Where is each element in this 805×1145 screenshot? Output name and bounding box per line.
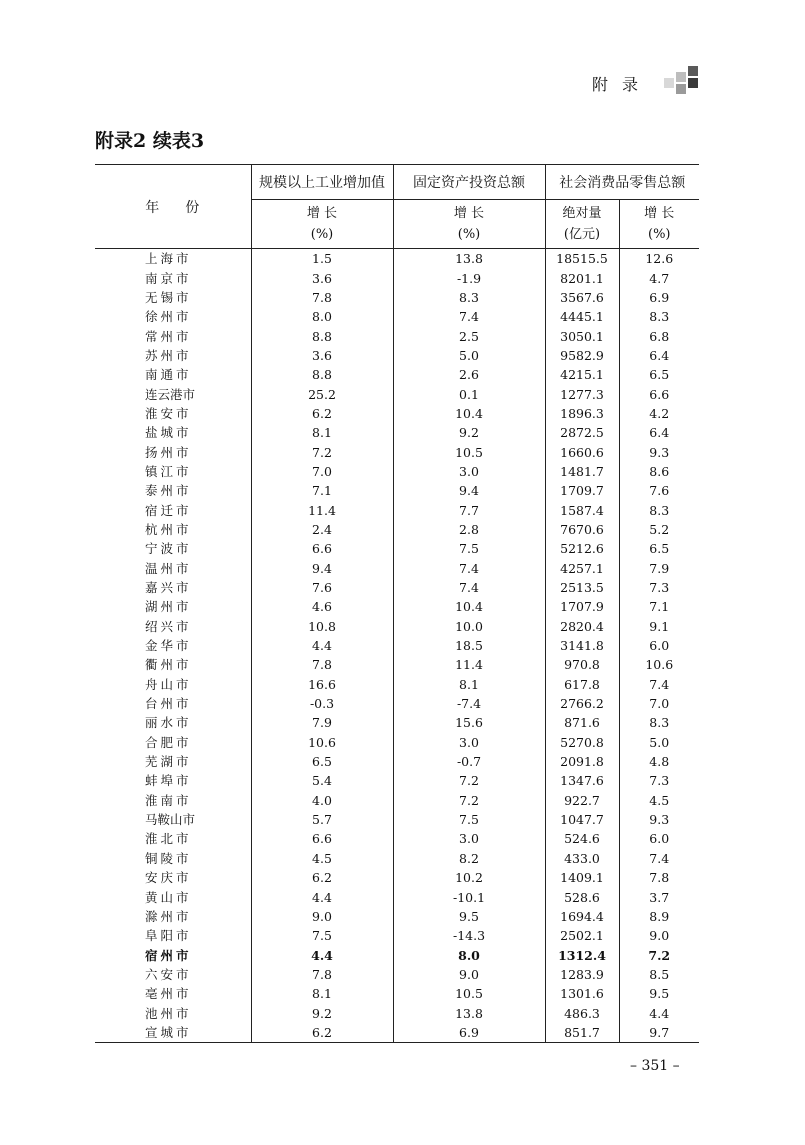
investment-growth-cell: 6.9 — [393, 1023, 545, 1043]
retail-absolute-cell: 1283.9 — [545, 965, 619, 984]
city-cell: 无锡市 — [145, 289, 192, 305]
retail-growth-cell: 8.3 — [619, 307, 699, 326]
city-cell: 阜阳市 — [145, 928, 192, 944]
table-row — [95, 829, 699, 848]
table-row — [95, 733, 699, 752]
retail-absolute-cell: 1587.4 — [545, 500, 619, 519]
city-cell: 宁波市 — [145, 541, 192, 557]
retail-growth-cell: 6.0 — [619, 636, 699, 655]
table-row — [95, 268, 699, 287]
investment-growth-cell: 8.1 — [393, 675, 545, 694]
retail-absolute-cell: 2091.8 — [545, 752, 619, 771]
table-body — [95, 249, 699, 1043]
industry-growth-cell: 16.6 — [251, 675, 393, 694]
investment-growth-cell: 7.2 — [393, 771, 545, 790]
city-cell: 盐城市 — [145, 425, 192, 441]
retail-absolute-cell: 3050.1 — [545, 326, 619, 345]
industry-growth-cell: 8.8 — [251, 365, 393, 384]
retail-absolute-cell: 4215.1 — [545, 365, 619, 384]
investment-growth-cell: 9.5 — [393, 907, 545, 926]
investment-growth-cell: 13.8 — [393, 1003, 545, 1022]
table-row — [95, 500, 699, 519]
city-cell: 舟山市 — [145, 676, 192, 692]
industry-growth-cell: 8.1 — [251, 984, 393, 1003]
city-cell: 连云港市 — [145, 386, 196, 402]
city-cell: 淮安市 — [145, 405, 192, 421]
city-cell: 淮南市 — [145, 792, 192, 808]
decorative-squares-icon — [688, 66, 698, 76]
retail-growth-cell: 8.9 — [619, 907, 699, 926]
table-row — [95, 597, 699, 616]
city-cell: 杭州市 — [145, 521, 192, 537]
running-header-label: 附录 — [591, 75, 652, 94]
industry-growth-cell: 4.4 — [251, 636, 393, 655]
table-row — [95, 249, 699, 269]
investment-growth-cell: -0.7 — [393, 752, 545, 771]
industry-growth-cell: 4.6 — [251, 597, 393, 616]
investment-growth-cell: 11.4 — [393, 655, 545, 674]
table-row — [95, 965, 699, 984]
industry-growth-cell: 6.6 — [251, 539, 393, 558]
retail-growth-cell: 4.7 — [619, 268, 699, 287]
table-row — [95, 1023, 699, 1043]
city-cell: 六安市 — [145, 966, 192, 982]
industry-growth-cell: 4.4 — [251, 945, 393, 964]
city-cell: 安庆市 — [145, 870, 192, 886]
industry-growth-cell: 9.2 — [251, 1003, 393, 1022]
table-row — [95, 307, 699, 326]
industry-growth-cell: 3.6 — [251, 346, 393, 365]
industry-growth-cell: 9.0 — [251, 907, 393, 926]
retail-growth-cell: 4.4 — [619, 1003, 699, 1022]
retail-growth-cell: 6.4 — [619, 423, 699, 442]
table-row — [95, 713, 699, 732]
retail-growth-cell: 7.4 — [619, 849, 699, 868]
city-cell: 滁州市 — [145, 908, 192, 924]
retail-absolute-cell: 2502.1 — [545, 926, 619, 945]
retail-absolute-cell: 524.6 — [545, 829, 619, 848]
table-row — [95, 559, 699, 578]
retail-absolute-cell: 486.3 — [545, 1003, 619, 1022]
investment-growth-cell: 9.0 — [393, 965, 545, 984]
retail-absolute-subheader: 绝对量 (亿元) — [545, 200, 619, 249]
city-cell: 淮北市 — [145, 831, 192, 847]
retail-growth-cell: 4.8 — [619, 752, 699, 771]
city-cell: 合肥市 — [145, 734, 192, 750]
table-row — [95, 520, 699, 539]
industry-growth-cell: 6.2 — [251, 404, 393, 423]
retail-absolute-cell: 617.8 — [545, 675, 619, 694]
retail-absolute-cell: 2872.5 — [545, 423, 619, 442]
industry-growth-cell: 7.9 — [251, 713, 393, 732]
retail-growth-cell: 6.8 — [619, 326, 699, 345]
industry-growth-cell: 7.5 — [251, 926, 393, 945]
retail-absolute-cell: 2766.2 — [545, 694, 619, 713]
city-cell: 衢州市 — [145, 657, 192, 673]
industry-growth-cell: 1.5 — [251, 249, 393, 269]
table-row — [95, 849, 699, 868]
retail-absolute-cell: 1409.1 — [545, 868, 619, 887]
industry-growth-cell: 6.2 — [251, 1023, 393, 1043]
city-cell: 泰州市 — [145, 483, 192, 499]
industry-growth-cell: 10.8 — [251, 617, 393, 636]
page-number: – 351 – — [630, 1058, 680, 1074]
table-row — [95, 694, 699, 713]
city-cell: 宿迁市 — [145, 502, 192, 518]
industry-growth-cell: 6.2 — [251, 868, 393, 887]
retail-growth-cell: 3.7 — [619, 887, 699, 906]
table-row — [95, 655, 699, 674]
retail-growth-cell: 7.8 — [619, 868, 699, 887]
decorative-squares-icon — [664, 78, 674, 88]
retail-absolute-cell: 4445.1 — [545, 307, 619, 326]
industry-growth-cell: 7.0 — [251, 462, 393, 481]
retail-absolute-cell: 1047.7 — [545, 810, 619, 829]
industry-growth-cell: 5.7 — [251, 810, 393, 829]
retail-absolute-cell: 9582.9 — [545, 346, 619, 365]
table-row — [95, 752, 699, 771]
industry-growth-cell: 10.6 — [251, 733, 393, 752]
investment-growth-cell: 5.0 — [393, 346, 545, 365]
retail-growth-cell: 6.0 — [619, 829, 699, 848]
investment-growth-cell: 15.6 — [393, 713, 545, 732]
industry-growth-cell: 8.0 — [251, 307, 393, 326]
industry-growth-cell: 7.2 — [251, 442, 393, 461]
investment-growth-cell: 3.0 — [393, 462, 545, 481]
table-row — [95, 617, 699, 636]
table-row — [95, 404, 699, 423]
table-row — [95, 365, 699, 384]
table-row — [95, 462, 699, 481]
investment-growth-cell: 10.2 — [393, 868, 545, 887]
city-cell: 黄山市 — [145, 889, 192, 905]
industry-growth-cell: 8.8 — [251, 326, 393, 345]
retail-absolute-cell: 1707.9 — [545, 597, 619, 616]
retail-growth-cell: 6.5 — [619, 539, 699, 558]
table-row — [95, 442, 699, 461]
investment-growth-subheader: 增 长 (%) — [393, 200, 545, 249]
industry-growth-subheader: 增 长 (%) — [251, 200, 393, 249]
table-row — [95, 423, 699, 442]
city-cell: 池州市 — [145, 1005, 192, 1021]
retail-growth-cell: 5.0 — [619, 733, 699, 752]
industry-growth-cell: -0.3 — [251, 694, 393, 713]
city-cell: 马鞍山市 — [145, 812, 196, 828]
investment-growth-cell: 18.5 — [393, 636, 545, 655]
investment-growth-cell: -7.4 — [393, 694, 545, 713]
city-cell: 嘉兴市 — [145, 580, 192, 596]
statistics-table — [95, 164, 699, 1043]
retail-absolute-cell: 8201.1 — [545, 268, 619, 287]
investment-growth-cell: 3.0 — [393, 829, 545, 848]
city-cell: 丽水市 — [145, 715, 192, 731]
investment-growth-cell: 0.1 — [393, 384, 545, 403]
table-row — [95, 771, 699, 790]
industry-growth-cell: 7.8 — [251, 655, 393, 674]
retail-absolute-cell: 1277.3 — [545, 384, 619, 403]
city-cell: 镇江市 — [145, 463, 192, 479]
investment-growth-cell: 10.0 — [393, 617, 545, 636]
retail-absolute-cell: 2820.4 — [545, 617, 619, 636]
retail-growth-cell: 8.3 — [619, 500, 699, 519]
retail-absolute-cell: 3567.6 — [545, 288, 619, 307]
investment-growth-cell: 13.8 — [393, 249, 545, 269]
table-row — [95, 887, 699, 906]
investment-growth-cell: 9.2 — [393, 423, 545, 442]
city-cell: 上海市 — [145, 251, 192, 267]
table-row — [95, 868, 699, 887]
investment-growth-cell: 7.2 — [393, 791, 545, 810]
table-row — [95, 791, 699, 810]
investment-growth-cell: 2.5 — [393, 326, 545, 345]
city-cell: 扬州市 — [145, 444, 192, 460]
retail-absolute-cell: 1896.3 — [545, 404, 619, 423]
retail-growth-cell: 5.2 — [619, 520, 699, 539]
city-cell: 湖州市 — [145, 599, 192, 615]
retail-absolute-cell: 4257.1 — [545, 559, 619, 578]
table-row — [95, 810, 699, 829]
table-row — [95, 578, 699, 597]
retail-growth-cell: 8.3 — [619, 713, 699, 732]
running-header — [560, 66, 710, 98]
table-row — [95, 539, 699, 558]
retail-growth-cell: 9.3 — [619, 442, 699, 461]
retail-absolute-cell: 1312.4 — [545, 945, 619, 964]
table-row — [95, 288, 699, 307]
city-cell: 徐州市 — [145, 309, 192, 325]
retail-absolute-cell: 970.8 — [545, 655, 619, 674]
city-cell: 金华市 — [145, 638, 192, 654]
city-cell: 常州市 — [145, 328, 192, 344]
industry-growth-cell: 9.4 — [251, 559, 393, 578]
industry-growth-cell: 6.5 — [251, 752, 393, 771]
retail-absolute-cell: 5212.6 — [545, 539, 619, 558]
retail-absolute-cell: 528.6 — [545, 887, 619, 906]
year-column-header: 年份 — [95, 165, 251, 249]
investment-growth-cell: 2.8 — [393, 520, 545, 539]
industry-growth-cell: 7.1 — [251, 481, 393, 500]
investment-growth-cell: 7.4 — [393, 559, 545, 578]
city-cell: 铜陵市 — [145, 850, 192, 866]
retail-absolute-cell: 1481.7 — [545, 462, 619, 481]
city-cell: 亳州市 — [145, 986, 192, 1002]
investment-growth-cell: 9.4 — [393, 481, 545, 500]
industry-growth-cell: 7.8 — [251, 965, 393, 984]
industry-growth-cell: 11.4 — [251, 500, 393, 519]
city-cell: 南通市 — [145, 367, 192, 383]
retail-growth-cell: 6.5 — [619, 365, 699, 384]
industry-growth-cell: 4.0 — [251, 791, 393, 810]
retail-growth-cell: 4.2 — [619, 404, 699, 423]
retail-growth-cell: 6.9 — [619, 288, 699, 307]
investment-growth-cell: -14.3 — [393, 926, 545, 945]
investment-growth-cell: 2.6 — [393, 365, 545, 384]
retail-growth-cell: 7.1 — [619, 597, 699, 616]
investment-growth-cell: 10.4 — [393, 404, 545, 423]
decorative-squares-icon — [676, 84, 686, 94]
retail-growth-cell: 7.2 — [619, 945, 699, 964]
retail-absolute-cell: 3141.8 — [545, 636, 619, 655]
investment-growth-cell: -1.9 — [393, 268, 545, 287]
retail-absolute-cell: 2513.5 — [545, 578, 619, 597]
investment-growth-cell: 7.4 — [393, 578, 545, 597]
retail-growth-cell: 6.4 — [619, 346, 699, 365]
retail-growth-cell: 9.7 — [619, 1023, 699, 1043]
investment-growth-cell: 7.5 — [393, 539, 545, 558]
retail-growth-subheader: 增 长 (%) — [619, 200, 699, 249]
page-title: 附录2 续表3 — [95, 130, 205, 152]
city-cell: 南京市 — [145, 270, 192, 286]
retail-growth-cell: 7.4 — [619, 675, 699, 694]
city-cell: 苏州市 — [145, 347, 192, 363]
retail-absolute-cell: 18515.5 — [545, 249, 619, 269]
investment-column-header: 固定资产投资总额 — [393, 165, 545, 200]
retail-growth-cell: 9.3 — [619, 810, 699, 829]
retail-growth-cell: 10.6 — [619, 655, 699, 674]
retail-growth-cell: 9.1 — [619, 617, 699, 636]
table-row — [95, 346, 699, 365]
industry-growth-cell: 8.1 — [251, 423, 393, 442]
retail-growth-cell: 9.0 — [619, 926, 699, 945]
city-cell: 台州市 — [145, 696, 192, 712]
city-cell: 宿州市 — [145, 947, 192, 963]
retail-growth-cell: 4.5 — [619, 791, 699, 810]
investment-growth-cell: 8.2 — [393, 849, 545, 868]
retail-absolute-cell: 433.0 — [545, 849, 619, 868]
industry-growth-cell: 4.4 — [251, 887, 393, 906]
retail-absolute-cell: 1709.7 — [545, 481, 619, 500]
retail-growth-cell: 7.3 — [619, 578, 699, 597]
retail-column-header: 社会消费品零售总额 — [545, 165, 699, 200]
industry-growth-cell: 7.8 — [251, 288, 393, 307]
retail-absolute-cell: 1301.6 — [545, 984, 619, 1003]
retail-absolute-cell: 871.6 — [545, 713, 619, 732]
investment-growth-cell: 8.3 — [393, 288, 545, 307]
retail-growth-cell: 12.6 — [619, 249, 699, 269]
table-row — [95, 945, 699, 964]
decorative-squares-icon — [676, 72, 686, 82]
retail-absolute-cell: 1347.6 — [545, 771, 619, 790]
city-cell: 绍兴市 — [145, 618, 192, 634]
table-row — [95, 675, 699, 694]
retail-growth-cell: 8.5 — [619, 965, 699, 984]
investment-growth-cell: 7.4 — [393, 307, 545, 326]
investment-growth-cell: 10.5 — [393, 442, 545, 461]
retail-growth-cell: 7.0 — [619, 694, 699, 713]
industry-growth-cell: 6.6 — [251, 829, 393, 848]
city-cell: 宣城市 — [95, 1023, 251, 1043]
retail-growth-cell: 7.3 — [619, 771, 699, 790]
retail-absolute-cell: 7670.6 — [545, 520, 619, 539]
investment-growth-cell: 7.5 — [393, 810, 545, 829]
investment-growth-cell: -10.1 — [393, 887, 545, 906]
table-row — [95, 926, 699, 945]
table-row — [95, 1003, 699, 1022]
industry-growth-cell: 3.6 — [251, 268, 393, 287]
retail-absolute-cell: 922.7 — [545, 791, 619, 810]
retail-absolute-cell: 1660.6 — [545, 442, 619, 461]
industry-growth-cell: 7.6 — [251, 578, 393, 597]
retail-growth-cell: 8.6 — [619, 462, 699, 481]
retail-absolute-cell: 851.7 — [545, 1023, 619, 1043]
table-row — [95, 636, 699, 655]
table-row — [95, 384, 699, 403]
retail-growth-cell: 9.5 — [619, 984, 699, 1003]
industry-growth-cell: 25.2 — [251, 384, 393, 403]
decorative-squares-icon — [688, 78, 698, 88]
retail-absolute-cell: 1694.4 — [545, 907, 619, 926]
table-row — [95, 984, 699, 1003]
industry-growth-cell: 4.5 — [251, 849, 393, 868]
investment-growth-cell: 8.0 — [393, 945, 545, 964]
industry-growth-cell: 2.4 — [251, 520, 393, 539]
table-row — [95, 907, 699, 926]
city-cell: 温州市 — [145, 560, 192, 576]
table-row — [95, 326, 699, 345]
retail-growth-cell: 6.6 — [619, 384, 699, 403]
city-cell: 蚌埠市 — [145, 773, 192, 789]
investment-growth-cell: 7.7 — [393, 500, 545, 519]
retail-absolute-cell: 5270.8 — [545, 733, 619, 752]
retail-growth-cell: 7.6 — [619, 481, 699, 500]
industry-growth-cell: 5.4 — [251, 771, 393, 790]
table-row — [95, 481, 699, 500]
industry-column-header: 规模以上工业增加值 — [251, 165, 393, 200]
city-cell: 芜湖市 — [145, 754, 192, 770]
investment-growth-cell: 10.5 — [393, 984, 545, 1003]
investment-growth-cell: 3.0 — [393, 733, 545, 752]
retail-growth-cell: 7.9 — [619, 559, 699, 578]
investment-growth-cell: 10.4 — [393, 597, 545, 616]
